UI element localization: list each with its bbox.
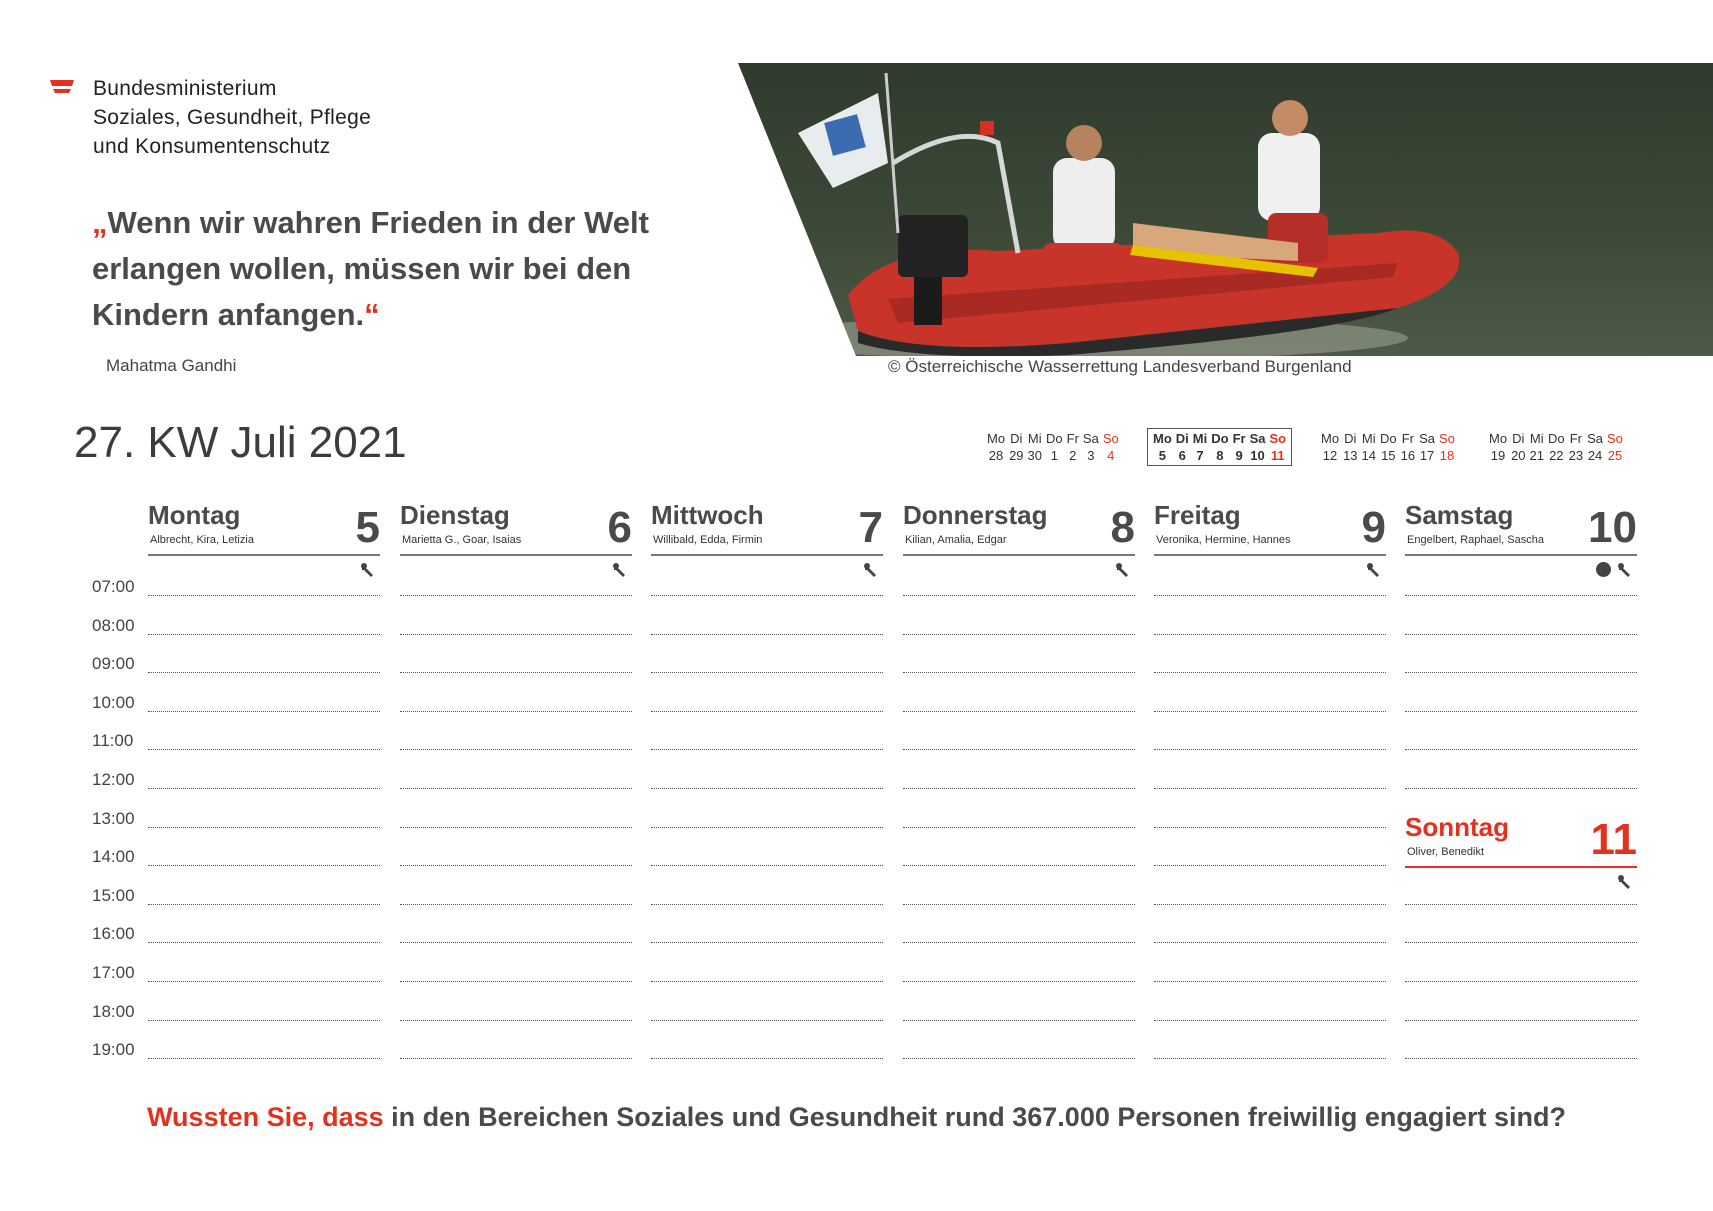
time-slot[interactable] [651, 595, 883, 596]
time-slot[interactable] [1154, 749, 1386, 750]
time-slot[interactable] [1405, 981, 1637, 982]
time-slot[interactable] [651, 1020, 883, 1021]
ministry-name-line1: Bundesministerium [93, 77, 277, 100]
mini-day: 16 [1400, 448, 1416, 463]
mini-day: 21 [1529, 448, 1544, 463]
mini-day: 8 [1216, 448, 1224, 463]
time-slot[interactable] [651, 711, 883, 712]
mini-calendar-current-week [1147, 428, 1292, 466]
day-number: 8 [1110, 503, 1135, 552]
name-days: Willibald, Edda, Firmin [653, 534, 763, 546]
mini-day: 12 [1322, 448, 1338, 463]
day-name: Mittwoch [651, 500, 764, 530]
day-column-sonntag [1405, 812, 1637, 892]
hour-label: 17:00 [92, 963, 135, 982]
time-slot[interactable] [1154, 904, 1386, 905]
time-slot[interactable] [903, 711, 1135, 712]
ministry-name-line2: Soziales, Gesundheit, Pflege [93, 106, 372, 129]
day-number: 6 [607, 503, 632, 552]
day-name: Sonntag [1405, 812, 1509, 842]
fact-highlight: Wussten Sie, dass [147, 1102, 384, 1132]
day-name: Samstag [1405, 500, 1514, 530]
day-column-freitag [1154, 500, 1386, 1060]
mini-header: Mi [1027, 431, 1042, 446]
name-days: Veronika, Hermine, Hannes [1156, 534, 1291, 546]
mini-header: Do [1211, 431, 1229, 446]
fact-line [0, 1102, 1713, 1133]
day-rule [1405, 866, 1637, 868]
mini-day: 4 [1107, 448, 1115, 463]
mini-day: 20 [1511, 448, 1526, 463]
week-title: 27. KW Juli 2021 [74, 418, 407, 467]
austria-flag-icon [50, 80, 74, 100]
photo-credit: © Österreichische Wasserrettung Landesverband Burgenland [888, 357, 1352, 376]
time-slot[interactable] [1405, 711, 1637, 712]
time-slot[interactable] [400, 711, 632, 712]
mini-header: Do [1548, 431, 1565, 446]
wrench-icon [1115, 562, 1131, 578]
mini-header: Sa [1419, 431, 1435, 446]
time-slot[interactable] [148, 595, 380, 596]
mini-header: Mi [1361, 431, 1376, 446]
time-slot[interactable] [1154, 1058, 1386, 1059]
mini-header: Fr [1066, 431, 1079, 446]
mini-day: 1 [1050, 448, 1058, 463]
time-slot[interactable] [1405, 1058, 1637, 1059]
time-slot[interactable] [148, 1058, 380, 1059]
mini-header: So [1607, 431, 1623, 446]
mini-day: 6 [1178, 448, 1186, 463]
time-slot[interactable] [651, 942, 883, 943]
day-column-samstag [1405, 500, 1637, 1060]
time-slot[interactable] [651, 904, 883, 905]
mini-day: 17 [1419, 448, 1435, 463]
hour-label: 11:00 [92, 731, 134, 751]
time-slot[interactable] [400, 827, 632, 828]
time-slot[interactable] [651, 1058, 883, 1059]
time-slot[interactable] [1154, 1020, 1386, 1021]
day-number: 5 [355, 503, 380, 552]
mini-header: Di [1175, 431, 1189, 446]
quote-author: Mahatma Gandhi [106, 356, 237, 375]
name-days: Albrecht, Kira, Letizia [150, 534, 254, 546]
mini-day: 28 [988, 448, 1004, 463]
time-slot[interactable] [903, 1058, 1135, 1059]
mini-calendar-prev-week [985, 430, 1121, 464]
mini-day: 24 [1587, 448, 1603, 463]
mini-calendar-week-after [1487, 430, 1625, 464]
ministry-name-line3: und Konsumentenschutz [93, 135, 331, 158]
time-slot[interactable] [400, 788, 632, 789]
mini-header: Mo [1153, 431, 1172, 446]
time-slot[interactable] [651, 865, 883, 866]
time-slot[interactable] [1154, 865, 1386, 866]
wrench-icon [612, 562, 628, 578]
time-slot[interactable] [1154, 634, 1386, 635]
day-name: Donnerstag [903, 500, 1048, 530]
time-slot[interactable] [148, 942, 380, 943]
mini-day: 10 [1250, 448, 1265, 463]
day-rule [1405, 554, 1637, 556]
quote [92, 200, 692, 338]
time-slot[interactable] [903, 595, 1135, 596]
mini-day: 29 [1009, 448, 1024, 463]
mini-header: Fr [1401, 431, 1414, 446]
rescue-boat-photo [738, 63, 1713, 356]
mini-day: 11 [1270, 448, 1285, 463]
day-name: Dienstag [400, 500, 510, 530]
hour-label: 14:00 [92, 847, 135, 867]
time-slot[interactable] [903, 672, 1135, 673]
day-number: 10 [1588, 503, 1637, 552]
hour-label: 09:00 [92, 654, 135, 674]
time-slot[interactable] [148, 1020, 380, 1021]
time-slot[interactable] [903, 634, 1135, 635]
time-slot[interactable] [651, 788, 883, 789]
time-slot[interactable] [903, 981, 1135, 982]
time-slot[interactable] [903, 904, 1135, 905]
day-rule [903, 554, 1135, 556]
mini-header: Do [1380, 431, 1397, 446]
day-rule [400, 554, 632, 556]
mini-day: 7 [1196, 448, 1204, 463]
time-slot[interactable] [903, 942, 1135, 943]
time-slot[interactable] [148, 904, 380, 905]
day-name: Freitag [1154, 500, 1241, 530]
day-number: 9 [1361, 503, 1386, 552]
mini-day: 2 [1069, 448, 1077, 463]
mini-day: 9 [1235, 448, 1243, 463]
day-number: 7 [858, 503, 883, 552]
mini-header: Mo [1489, 431, 1508, 446]
time-slot[interactable] [651, 981, 883, 982]
time-slot[interactable] [903, 749, 1135, 750]
mini-day: 13 [1343, 448, 1358, 463]
time-slot[interactable] [651, 672, 883, 673]
mini-header: Mo [1321, 431, 1340, 446]
name-days: Marietta G., Goar, Isaias [402, 534, 522, 546]
name-days: Engelbert, Raphael, Sascha [1407, 534, 1544, 546]
wrench-icon [360, 562, 376, 578]
day-rule [1154, 554, 1386, 556]
mini-header: Di [1512, 431, 1525, 446]
quote-open-mark: „ [92, 205, 108, 240]
mini-day: 30 [1027, 448, 1042, 463]
hour-label: 18:00 [92, 1001, 135, 1021]
time-slot[interactable] [400, 1058, 632, 1059]
mini-day: 14 [1361, 448, 1376, 463]
time-slot[interactable] [903, 865, 1135, 866]
mini-day: 19 [1490, 448, 1506, 463]
day-column-donnerstag [903, 500, 1135, 1060]
time-slot[interactable] [400, 672, 632, 673]
time-slot[interactable] [1154, 595, 1386, 596]
day-column-dienstag [400, 500, 632, 1060]
time-slot[interactable] [1405, 595, 1637, 596]
mini-header: Fr [1232, 431, 1246, 446]
mini-day: 25 [1607, 448, 1623, 463]
time-slot[interactable] [400, 749, 632, 750]
mini-day: 18 [1439, 448, 1455, 463]
name-days: Kilian, Amalia, Edgar [905, 534, 1007, 546]
quote-text: Wenn wir wahren Frieden in der Welt erlangen wollen, müssen wir bei den Kindern anfangen. [92, 205, 649, 332]
day-number: 11 [1590, 815, 1637, 864]
mini-header: So [1269, 431, 1287, 446]
day-rule [651, 554, 883, 556]
time-slot[interactable] [148, 865, 380, 866]
time-slot[interactable] [148, 749, 380, 750]
time-slot[interactable] [400, 981, 632, 982]
time-slot[interactable] [1154, 672, 1386, 673]
wrench-icon [863, 562, 879, 578]
hour-label: 07:00 [92, 577, 135, 596]
mini-day: 23 [1568, 448, 1584, 463]
mini-header: So [1439, 431, 1455, 446]
mini-header: Sa [1082, 431, 1099, 446]
time-slot[interactable] [1154, 711, 1386, 712]
hour-label: 15:00 [92, 885, 135, 905]
day-column-montag [148, 500, 380, 1060]
hour-label: 08:00 [92, 615, 135, 635]
mini-header: Mi [1529, 431, 1544, 446]
hour-label: 13:00 [92, 808, 135, 828]
mini-header: Do [1046, 431, 1063, 446]
hour-label: 10:00 [92, 692, 135, 712]
time-slot[interactable] [903, 788, 1135, 789]
fact-text: in den Bereichen Soziales und Gesundheit rund 367.000 Personen freiwillig engagiert sind? [383, 1102, 1566, 1132]
mini-calendar-next-week [1319, 430, 1457, 464]
mini-header: Fr [1569, 431, 1582, 446]
time-slot[interactable] [651, 749, 883, 750]
time-slot[interactable] [1154, 788, 1386, 789]
mini-day: 5 [1158, 448, 1166, 463]
time-slot[interactable] [148, 711, 380, 712]
time-slot[interactable] [400, 904, 632, 905]
hour-label: 16:00 [92, 924, 135, 944]
time-slot[interactable] [903, 1020, 1135, 1021]
time-slot[interactable] [400, 1020, 632, 1021]
wrench-icon [1617, 562, 1633, 578]
mini-day: 22 [1549, 448, 1564, 463]
mini-header: Mo [987, 431, 1006, 446]
time-slot[interactable] [1154, 942, 1386, 943]
time-slot[interactable] [651, 827, 883, 828]
time-slot[interactable] [903, 827, 1135, 828]
mini-header: Sa [1249, 431, 1266, 446]
time-slot[interactable] [148, 672, 380, 673]
full-moon-icon [1596, 562, 1611, 577]
mini-header: Di [1010, 431, 1023, 446]
hour-label: 19:00 [92, 1040, 135, 1060]
mini-day: 3 [1087, 448, 1095, 463]
time-slot[interactable] [400, 595, 632, 596]
time-slot[interactable] [1405, 672, 1637, 673]
time-slot[interactable] [1405, 942, 1637, 943]
quote-close-mark: “ [364, 297, 380, 332]
time-slot[interactable] [1405, 904, 1637, 905]
time-slot[interactable] [1405, 788, 1637, 789]
day-rule [148, 554, 380, 556]
time-slot[interactable] [400, 634, 632, 635]
time-slot[interactable] [400, 865, 632, 866]
time-slot[interactable] [148, 634, 380, 635]
wrench-icon [1366, 562, 1382, 578]
time-slot[interactable] [148, 827, 380, 828]
mini-header: Mi [1192, 431, 1208, 446]
time-slot[interactable] [1405, 1020, 1637, 1021]
mini-header: Di [1344, 431, 1357, 446]
mini-header: So [1102, 431, 1119, 446]
time-slot[interactable] [148, 788, 380, 789]
day-name: Montag [148, 500, 241, 530]
time-slot[interactable] [651, 634, 883, 635]
time-slot[interactable] [1154, 827, 1386, 828]
time-slot[interactable] [1405, 634, 1637, 635]
day-column-mittwoch [651, 500, 883, 1060]
mini-day: 15 [1381, 448, 1396, 463]
name-days: Oliver, Benedikt [1407, 846, 1485, 858]
time-slot[interactable] [400, 942, 632, 943]
time-slot[interactable] [148, 981, 380, 982]
wrench-icon [1617, 874, 1633, 890]
time-slot[interactable] [1154, 981, 1386, 982]
hour-label: 12:00 [92, 770, 135, 789]
mini-header: Sa [1587, 431, 1603, 446]
time-slot[interactable] [1405, 749, 1637, 750]
